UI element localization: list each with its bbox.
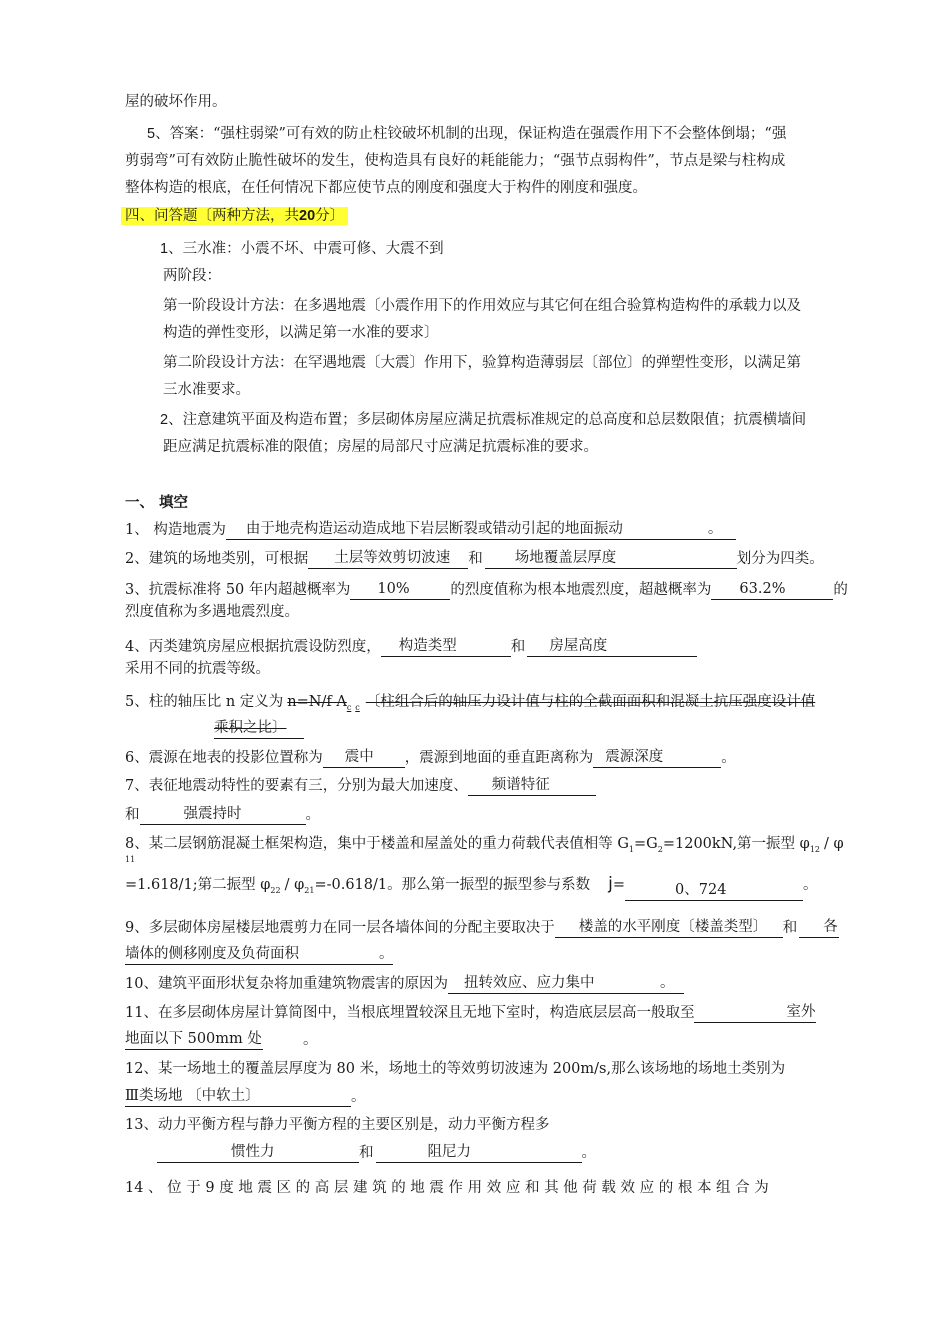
question-text: 1、 构造地震为 — [125, 522, 226, 538]
question-text: / φ — [824, 836, 844, 852]
question-text: 5、柱的轴压比 n 定义为 — [125, 694, 284, 710]
item-number: 2、 — [160, 412, 183, 428]
fill-item-3 — [125, 580, 848, 600]
connector-text: 和 — [359, 1145, 374, 1161]
subscript: 2 — [657, 845, 663, 854]
punctuation: 。 — [581, 1145, 596, 1161]
question-text: =1.618/1;第二振型 φ — [125, 877, 271, 893]
answer-text: 墙体的侧移刚度及负荷面积 — [125, 946, 299, 962]
answer-text: 强震持时 — [183, 806, 242, 822]
punctuation: 。 — [379, 946, 394, 962]
fill-item-12: 12、某一场地土的覆盖层厚度为 80 米，场地土的等效剪切波速为 200m/s,那么该场地的场地土类别为 — [125, 1061, 786, 1077]
answer-blank — [555, 920, 783, 938]
answer-blank — [799, 920, 839, 938]
punctuation: 。 — [803, 877, 818, 893]
answer-text: 地面以下 500mm 处 — [125, 1031, 262, 1047]
formula-text: n=N/f A — [287, 694, 347, 710]
answer-text: 注意建筑平面及构造布置；多层砌体房屋应满足抗震标准规定的总高度和总层数限值；抗震横墙间 — [182, 412, 807, 428]
answer-1-line-1 — [160, 239, 444, 259]
answer-blank — [140, 807, 306, 825]
symbol-j: j — [608, 874, 613, 894]
answer-blank — [323, 750, 405, 768]
fill-item-6 — [125, 748, 736, 768]
answer-text: 10% — [377, 581, 410, 597]
equals-sign: = — [612, 877, 626, 893]
answer-blank — [308, 551, 468, 569]
fill-item-7-line-2 — [125, 805, 320, 825]
answer-text: 〔柱组合后的轴压力设计值与柱的全截面面积和混凝土抗压强度设计值 — [365, 694, 816, 710]
answer-text: 乘积之比〕 — [214, 720, 287, 736]
answer-blank — [376, 1145, 582, 1163]
answer-blank — [350, 582, 450, 600]
answer-text: 土层等效剪切波速 — [334, 550, 451, 566]
answer-text: 室外 — [786, 1004, 816, 1020]
fill-item-7 — [125, 776, 596, 796]
paragraph-line: 屋的破坏作用。 — [125, 94, 227, 110]
question-text: =-0.618/1。那么第一振型的振型参与系数 — [314, 877, 591, 893]
question-text: =G — [634, 836, 658, 852]
punctuation: 。 — [721, 750, 736, 766]
answer-text: 惯性力 — [231, 1144, 275, 1160]
answer-blank — [711, 582, 833, 600]
question-text: 4、丙类建筑房屋应根据抗震设防烈度， — [125, 639, 381, 655]
fill-item-10 — [125, 974, 684, 994]
question-text: 8、某二层钢筋混凝土框架构造，集中于楼盖和屋盖处的重力荷载代表值相等 G — [125, 836, 629, 852]
fill-item-2 — [125, 549, 824, 569]
answer-text: 构造类型 — [398, 638, 457, 654]
answer-blank — [125, 947, 393, 965]
answer-5-line-1 — [147, 124, 786, 144]
answer-5-line-2: 剪弱弯”可有效防止脆性破坏的发生，使构造具有良好的耗能能力；“强节点弱构件”，节点是梁与柱构成 — [125, 153, 786, 169]
answer-text: 阻尼力 — [427, 1144, 471, 1160]
connector-text: 和 — [782, 920, 798, 936]
question-text: 6、震源在地表的投影位置称为 — [125, 750, 323, 766]
fill-item-5-line-2 — [214, 719, 304, 739]
formula-subscript: c — [346, 703, 352, 712]
heading-text: 四、问答题〔两种方法，共 — [125, 208, 299, 224]
fill-item-13-line-2 — [157, 1143, 596, 1163]
section-heading-4 — [121, 206, 348, 226]
connector-text: 和 — [510, 639, 526, 655]
fill-item-4-line-2: 采用不同的抗震等级。 — [125, 661, 270, 677]
subscript-row: 11 — [125, 855, 136, 864]
answer-blank — [625, 883, 803, 901]
punctuation: 。 — [303, 1032, 318, 1048]
question-text: / φ — [284, 877, 305, 893]
formula — [287, 694, 359, 710]
answer-blank — [381, 639, 511, 657]
heading-text-end: 分〕 — [315, 208, 345, 224]
punctuation: 。 — [659, 975, 675, 991]
answer-blank — [468, 778, 596, 796]
punctuation: 。 — [351, 1089, 366, 1105]
fill-item-12-line-2 — [125, 1087, 366, 1107]
answer-text: 63.2% — [739, 581, 786, 597]
fill-item-1 — [125, 520, 736, 540]
question-text: 9、多层砌体房屋楼层地震剪力在同一层各墙体间的分配主要取决于 — [125, 920, 555, 936]
question-text: 11、在多层砌体房屋计算简图中，当根底埋置较深且无地下室时，构造底层层高一般取至 — [125, 1005, 695, 1021]
item-number: 5、 — [147, 126, 170, 142]
answer-5-line-3: 整体构造的根底，在任何情况下都应使节点的刚度和强度大于构件的刚度和强度。 — [125, 180, 647, 196]
answer-text: 三水准：小震不坏、中震可修、大震不到 — [182, 241, 444, 257]
answer-blank — [214, 721, 304, 739]
answer-blank — [694, 1005, 816, 1023]
subscript: 1 — [628, 845, 635, 854]
connector-text: 和 — [125, 807, 140, 823]
answer-1-line-6: 三水准要求。 — [163, 382, 250, 398]
question-text: 的烈度值称为根本地震烈度，超越概率为 — [450, 582, 712, 598]
formula-subscript: c — [355, 703, 360, 712]
subscript: 21 — [304, 886, 315, 895]
fill-item-11 — [125, 1003, 816, 1023]
question-text-end: 划分为四类。 — [736, 551, 824, 567]
question-text: 3、抗震标准将 50 年内超越概率为 — [125, 582, 351, 598]
section-heading-1: 一、 填空 — [125, 494, 189, 511]
fill-item-13: 13、动力平衡方程与静力平衡方程的主要区别是，动力平衡方程多 — [125, 1117, 550, 1133]
answer-blank — [226, 522, 736, 540]
fill-item-9-line-2 — [125, 945, 393, 965]
subscript: 12 — [809, 845, 820, 854]
answer-1-line-2: 两阶段： — [163, 268, 221, 284]
answer-blank — [157, 1145, 359, 1163]
answer-text: 楼盖的水平刚度〔楼盖类型〕 — [578, 919, 768, 935]
punctuation: 。 — [707, 521, 723, 537]
answer-text: 场地覆盖层厚度 — [514, 550, 617, 566]
answer-blank — [448, 976, 684, 994]
answer-text: 答案：“强柱弱梁”可有效的防止柱铰破坏机制的出现，保证构造在强震作用下不会整体倒塌；“强 — [169, 126, 787, 142]
answer-1-line-3: 第一阶段设计方法：在多遇地震〔小震作用下的作用效应与其它何在组合验算构造构件的承载力以及 — [163, 298, 801, 314]
answer-blank — [485, 551, 737, 569]
fill-item-11-line-2 — [125, 1030, 318, 1050]
question-text: ，震源到地面的垂直距离称为 — [404, 750, 594, 766]
question-text: 2、建筑的场地类别，可根据 — [125, 551, 309, 567]
answer-text: 房屋高度 — [549, 638, 608, 654]
answer-text: 扭转效应、应力集中 — [463, 975, 595, 991]
fill-item-3-line-2: 烈度值称为多遇地震烈度。 — [125, 604, 299, 620]
question-text: =1200kN,第一振型 φ — [662, 836, 810, 852]
answer-text: Ⅲ类场地 〔中软土〕 — [125, 1088, 260, 1104]
connector-text: 和 — [468, 551, 483, 567]
answer-text: 频谱特征 — [491, 777, 550, 793]
question-text: 10、建筑平面形状复杂将加重建筑物震害的原因为 — [125, 976, 448, 992]
question-text: 7、表征地震动特性的要素有三，分别为最大加速度、 — [125, 778, 468, 794]
fill-item-8 — [125, 834, 844, 860]
punctuation: 。 — [305, 807, 320, 823]
answer-2-line-2: 距应满足抗震标准的限值；房屋的局部尺寸应满足抗震标准的要求。 — [163, 439, 598, 455]
heading-points: 20 — [299, 208, 316, 224]
answer-text: 由于地壳构造运动造成地下岩层断裂或错动引起的地面振动 — [245, 521, 623, 537]
fill-item-8-line-2 — [125, 874, 818, 901]
answer-blank — [527, 639, 697, 657]
item-number: 1、 — [160, 241, 183, 257]
fill-item-9 — [125, 918, 839, 938]
answer-blank — [125, 1089, 351, 1107]
answer-2-line-1 — [160, 410, 806, 430]
answer-text: 震源深度 — [605, 749, 664, 765]
fill-item-5 — [125, 692, 815, 718]
question-text-end: 的 — [833, 582, 848, 598]
answer-blank — [593, 750, 721, 768]
answer-1-line-4: 构造的弹性变形，以满足第一水准的要求〕 — [163, 325, 439, 341]
fill-item-14: 14 、 位 于 9 度 地 震 区 的 高 层 建 筑 的 地 震 作 用 效 应 和 其 他 荷 载 效 应 的 根 本 组 合 为 — [125, 1180, 769, 1196]
answer-text: 各 — [823, 919, 838, 935]
subscript: 22 — [270, 886, 281, 895]
highlighted-heading — [121, 207, 348, 225]
answer-text: 0、724 — [675, 882, 727, 898]
fill-item-4 — [125, 637, 697, 657]
answer-1-line-5: 第二阶段设计方法：在罕遇地震〔大震〕作用下，验算构造薄弱层〔部位〕的弹塑性变形，以满足第 — [163, 355, 801, 371]
answer-blank — [125, 1032, 263, 1050]
answer-text: 震中 — [344, 749, 374, 765]
